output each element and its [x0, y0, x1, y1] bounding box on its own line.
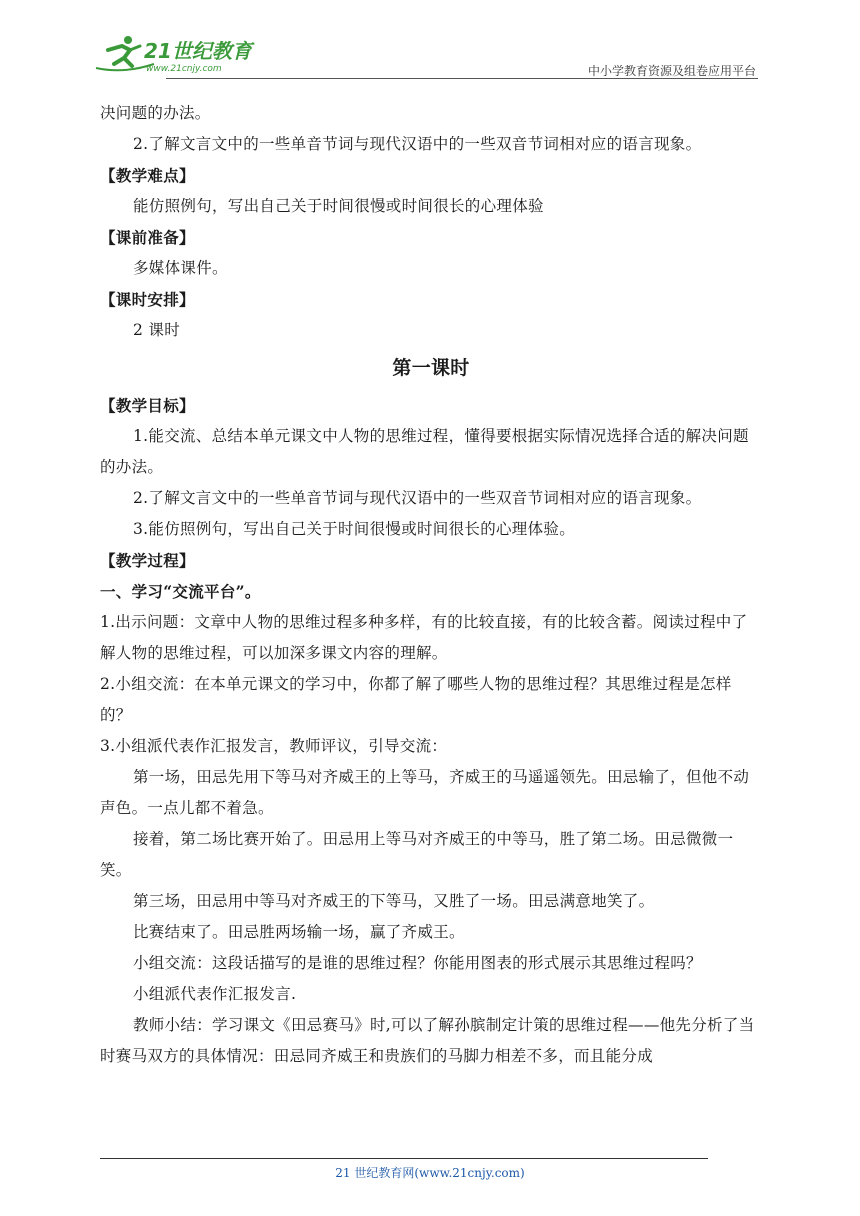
platform-label: 中小学教育资源及组卷应用平台	[587, 64, 756, 78]
paragraph: 小组派代表作汇报发言.	[133, 985, 297, 1003]
header-divider	[166, 78, 758, 79]
section-heading: 【教学目标】	[100, 396, 195, 415]
footer-divider	[100, 1158, 708, 1159]
paragraph: 小组交流：这段话描写的是谁的思维过程？你能用图表的形式展示其思维过程吗？	[133, 954, 702, 972]
paragraph: 2 课时	[133, 321, 180, 339]
document-body	[100, 98, 762, 1072]
section-heading: 【课前准备】	[100, 228, 195, 247]
runner-logo-icon	[94, 34, 259, 74]
paragraph: 3.能仿照例句，写出自己关于时间很慢或时间很长的心理体验。	[133, 520, 575, 538]
section-heading: 【教学难点】	[100, 166, 195, 185]
paragraph: 能仿照例句，写出自己关于时间很慢或时间很长的心理体验	[133, 197, 544, 215]
svg-text:21世纪教育: 21世纪教育	[144, 39, 252, 63]
paragraph: 2.小组交流：在本单元课文的学习中，你都了解了哪些人物的思维过程？其思维过程是怎样的？	[100, 675, 732, 724]
paragraph: 多媒体课件。	[133, 259, 228, 277]
section-heading: 【教学过程】	[100, 551, 195, 570]
subsection-heading: 一、学习“交流平台”。	[100, 582, 261, 601]
section-heading: 【课时安排】	[100, 290, 195, 309]
paragraph: 比赛结束了。田忌胜两场输一场，赢了齐威王。	[133, 923, 465, 941]
footer-text: 21 世纪教育网(www.21cnjy.com)	[335, 1166, 525, 1180]
paragraph: 1.能交流、总结本单元课文中人物的思维过程，懂得要根据实际情况选择合适的解决问题的办法。	[100, 427, 749, 476]
paragraph: 2.了解文言文中的一些单音节词与现代汉语中的一些双音节词相对应的语言现象。	[133, 489, 702, 507]
paragraph: 1.出示问题：文章中人物的思维过程多种多样，有的比较直接，有的比较含蓄。阅读过程中了解人物的思维过程，可以加深多课文内容的理解。	[100, 613, 748, 662]
page-header	[94, 30, 758, 80]
paragraph: 2.了解文言文中的一些单音节词与现代汉语中的一些双音节词相对应的语言现象。	[133, 135, 702, 153]
paragraph: 决问题的办法。	[100, 104, 211, 122]
paragraph: 第三场，田忌用中等马对齐威王的下等马，又胜了一场。田忌满意地笑了。	[133, 892, 655, 910]
paragraph: 第一场，田忌先用下等马对齐威王的上等马，齐威王的马遥遥领先。田忌输了，但他不动声色。一点儿都不着急。	[100, 768, 750, 817]
paragraph: 教师小结：学习课文《田忌赛马》时,可以了解孙膑制定计策的思维过程——他先分析了当时赛马双方的具体情况：田忌同齐威王和贵族们的马脚力相差不多，而且能分成	[100, 1016, 755, 1065]
svg-text:www.21cnjy.com: www.21cnjy.com	[146, 64, 222, 74]
paragraph: 3.小组派代表作汇报发言，教师评议，引导交流：	[100, 737, 448, 755]
page-title: 第一课时	[392, 357, 470, 379]
paragraph: 接着，第二场比赛开始了。田忌用上等马对齐威王的中等马，胜了第二场。田忌微微一笑。	[100, 830, 734, 879]
logo	[94, 34, 259, 74]
